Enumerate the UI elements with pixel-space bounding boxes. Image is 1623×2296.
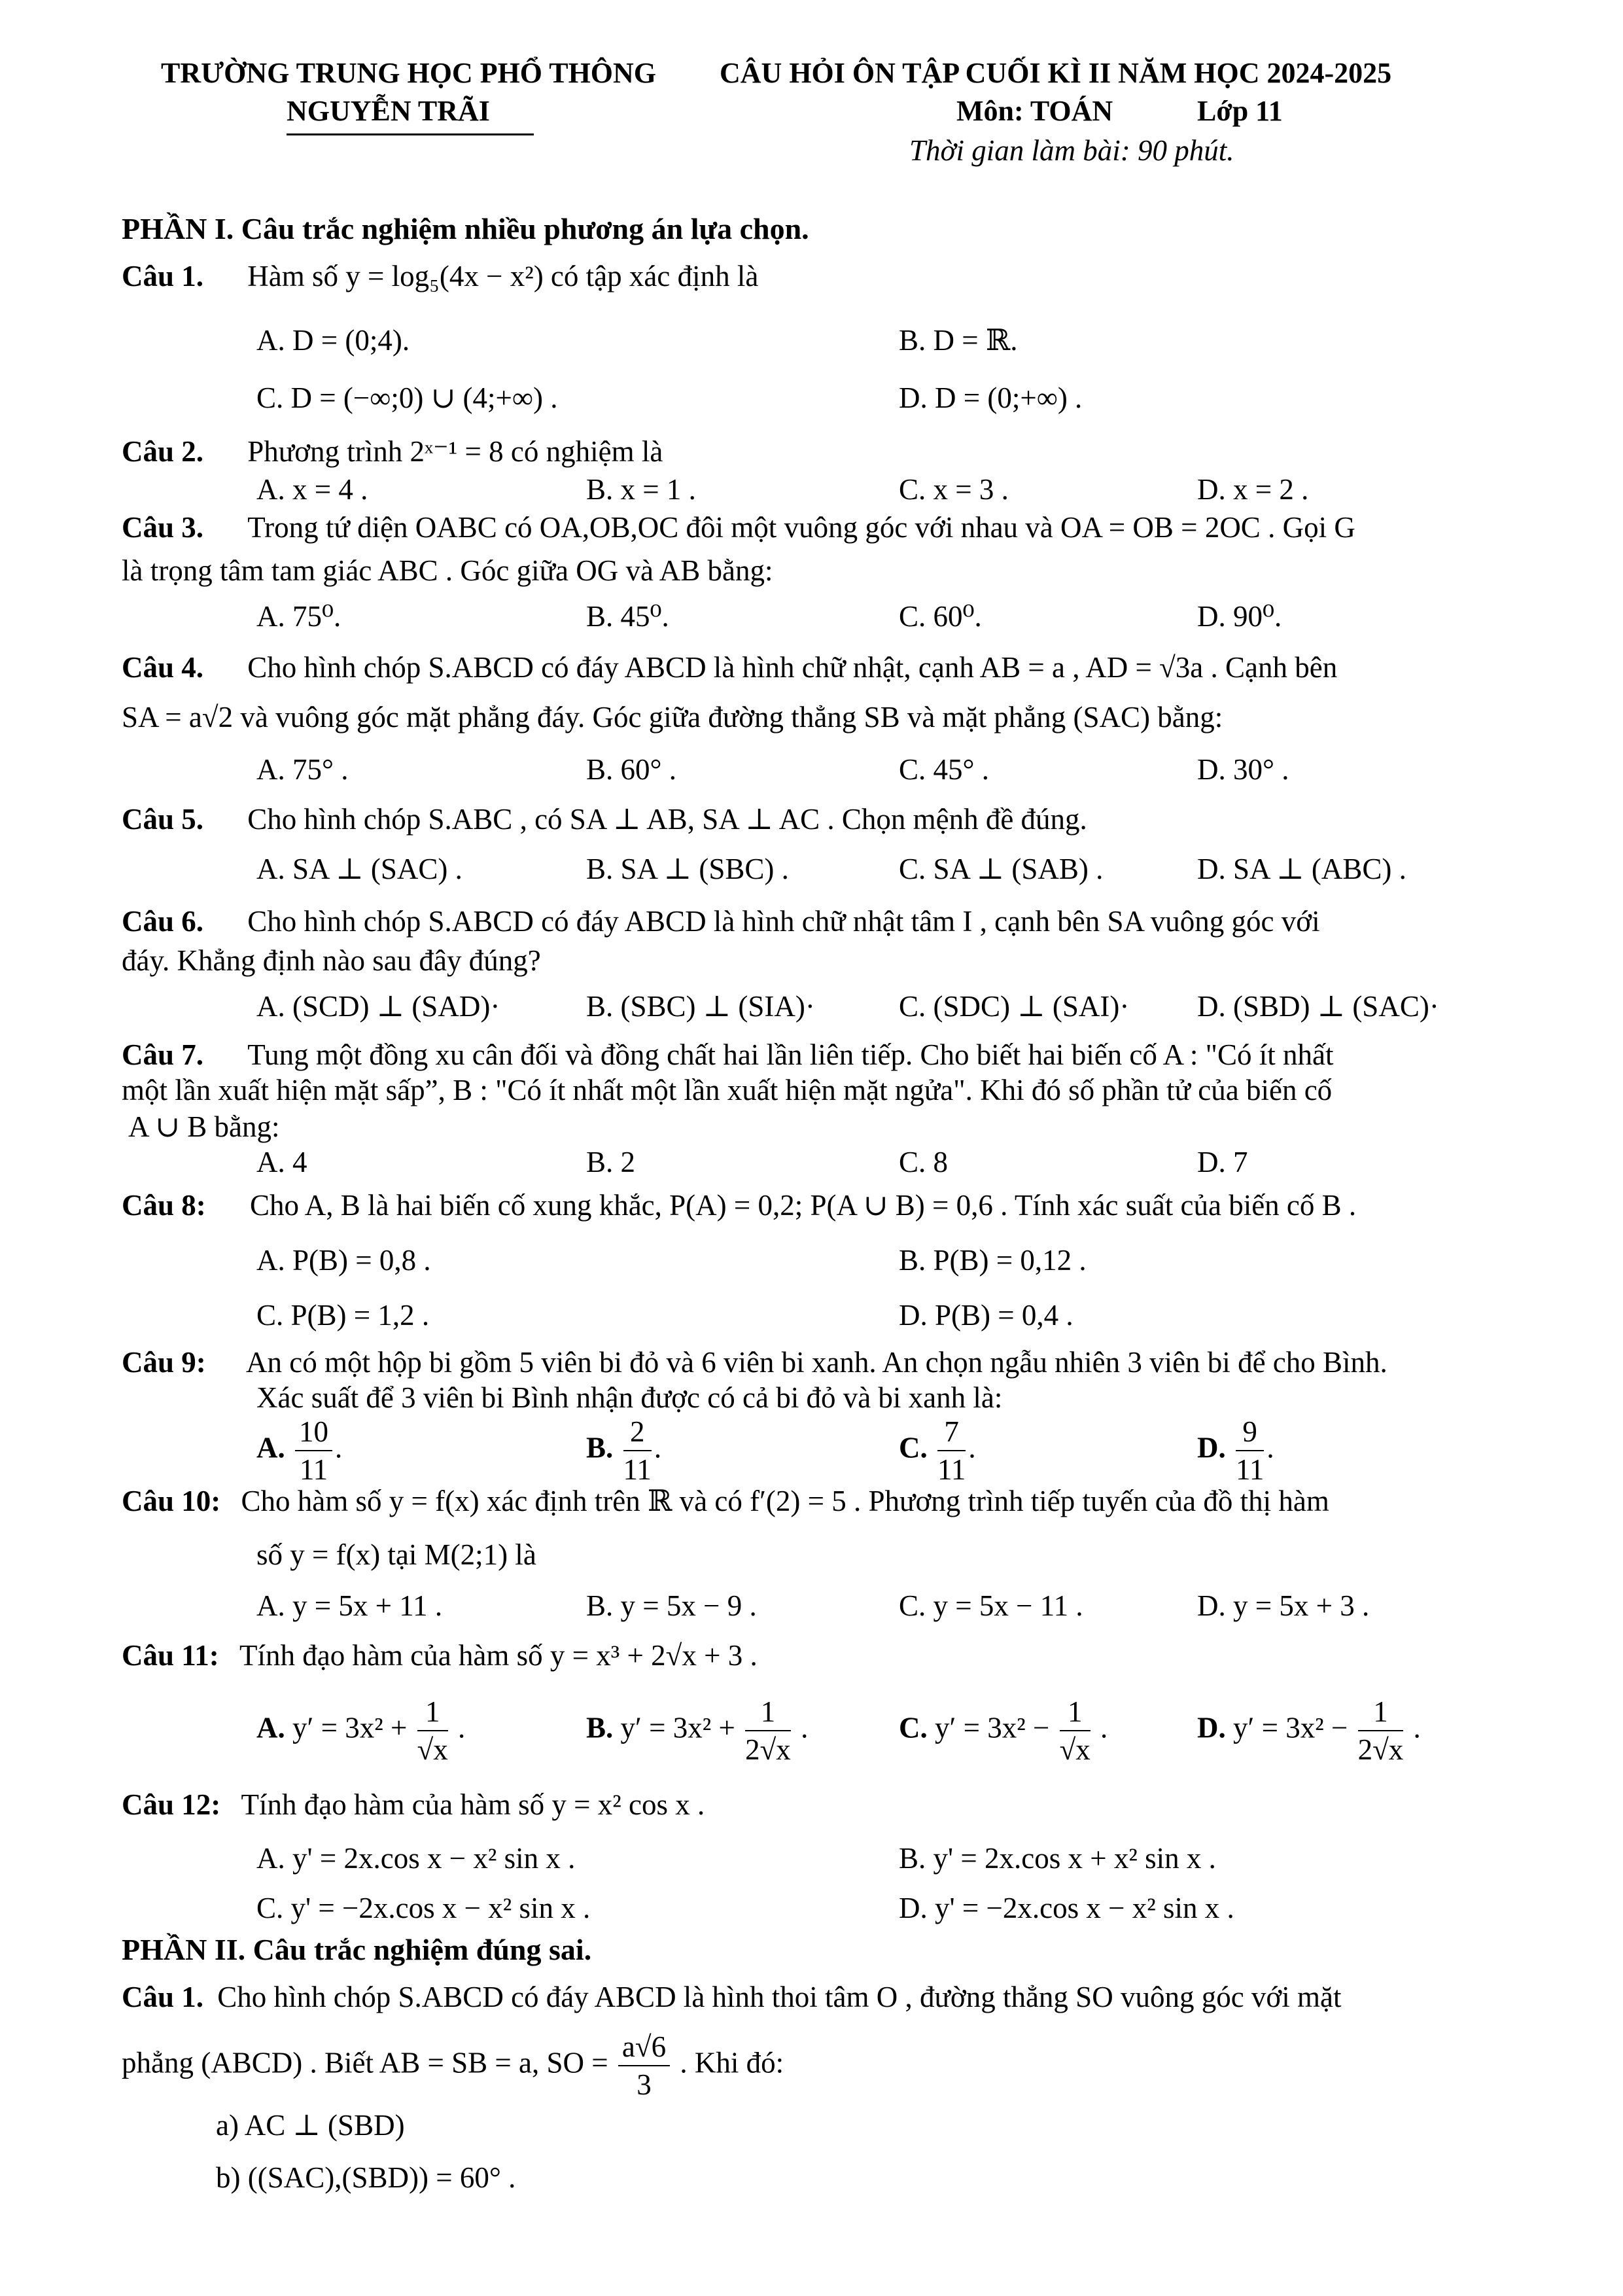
numerator: 1 [1358, 1693, 1404, 1731]
question-label: Câu 10: [122, 1485, 221, 1517]
question-label: Câu 2. [122, 435, 204, 468]
question-9 [122, 1343, 1387, 1382]
fraction [1060, 1693, 1091, 1768]
part2-title: PHẦN II. Câu trắc nghiệm đúng sai. [122, 1933, 592, 1966]
question-text-cont: là trọng tâm tam giác ABC . Góc giữa OG và AB bằng: [122, 554, 773, 587]
question-text: Tính đạo hàm của hàm số y = x² cos x . [241, 1788, 705, 1821]
fraction [618, 2028, 670, 2103]
question-text-cont: số y = f(x) tại M(2;1) là [256, 1538, 536, 1571]
option-a: A. $\frac{10}{11}$ . [256, 1413, 342, 1488]
option-c: C. x = 3 . [899, 473, 1009, 506]
numerator: a√6 [618, 2028, 670, 2066]
option-c: C. 60⁰. [899, 600, 982, 633]
fraction [1236, 1413, 1264, 1488]
option-b: B. 45⁰. [586, 600, 669, 633]
option-c: C. 8 [899, 1146, 949, 1178]
option-c: C. 45° . [899, 753, 990, 786]
option-letter: A. [256, 1711, 285, 1744]
option-d: D. x = 2 . [1197, 473, 1309, 506]
statement-a: a) AC ⊥ (SBD) [216, 2109, 405, 2142]
question-text: Cho hàm số y = f(x) xác định trên ℝ và có f′(2) = 5 . Phương trình tiếp tuyến của đồ thị hàm [241, 1485, 1329, 1517]
option-end: . [458, 1711, 466, 1744]
question-label: Câu 7. [122, 1038, 204, 1071]
question-text-pre: phẳng (ABCD) . Biết AB = SB = a, SO = [122, 2046, 608, 2079]
option-d: D. D = (0;+∞) . [899, 381, 1083, 414]
option-d: D. y' = −2x.cos x − x² sin x . [899, 1892, 1234, 1924]
numerator: 9 [1236, 1413, 1264, 1451]
option-c: C. P(B) = 1,2 . [256, 1299, 430, 1332]
subject: Môn: TOÁN [956, 95, 1113, 127]
question-text: An có một hộp bi gồm 5 viên bi đỏ và 6 viên bi xanh. An chọn ngẫu nhiên 3 viên bi để cho Bình. [246, 1346, 1387, 1379]
question-2 [122, 432, 663, 471]
option-expr: y′ = 3x² − [1233, 1711, 1348, 1744]
question-8 [122, 1186, 1356, 1225]
option-expr: y′ = 3x² + [620, 1711, 735, 1744]
denominator: 3 [637, 2068, 652, 2101]
option-expr: y′ = 3x² + [292, 1711, 408, 1744]
fraction [745, 1693, 791, 1768]
question-text: Cho A, B là hai biến cố xung khắc, P(A) = 0,2; P(A ∪ B) = 0,6 . Tính xác suất của biến cố B . [250, 1189, 1357, 1222]
question-5 [122, 800, 1087, 839]
numerator: 10 [295, 1413, 332, 1451]
option-b: B. SA ⊥ (SBC) . [586, 853, 789, 885]
question-3 [122, 508, 1355, 547]
option-a: A. y' = 2x.cos x − x² sin x . [256, 1842, 576, 1875]
option-d: D. 7 [1197, 1146, 1248, 1178]
statement-b: b) ((SAC),(SBD)) = 60° . [216, 2161, 516, 2194]
part1-title: PHẦN I. Câu trắc nghiệm nhiều phương án lựa chọn. [122, 212, 809, 245]
option-letter: C. [899, 1711, 928, 1744]
option-letter: B. [586, 1431, 614, 1464]
fraction [295, 1413, 332, 1488]
option-end: . [801, 1711, 809, 1744]
question-text-cont: đáy. Khẳng định nào sau đây đúng? [122, 944, 541, 977]
numerator: 1 [417, 1693, 448, 1731]
option-end: . [1100, 1711, 1108, 1744]
question-label: Câu 3. [122, 511, 204, 544]
question-text: Tính đạo hàm của hàm số y = x³ + 2√x + 3 . [239, 1639, 758, 1672]
option-c: C. D = (−∞;0) ∪ (4;+∞) . [256, 381, 558, 414]
option-letter: C. [899, 1431, 928, 1464]
option-b: B. 2 [586, 1146, 636, 1178]
question-label: Câu 4. [122, 651, 204, 684]
question-text-post: . Khi đó: [680, 2046, 784, 2079]
denominator: 11 [299, 1453, 328, 1486]
option-a: A. 75⁰. [256, 600, 341, 633]
numerator: 2 [623, 1413, 652, 1451]
question-text: Trong tứ diện OABC có OA,OB,OC đôi một vuông góc với nhau và OA = OB = 2OC . Gọi G [247, 511, 1355, 544]
option-a: A. 75° . [256, 753, 349, 786]
option-a: A. x = 4 . [256, 473, 368, 506]
exam-time: Thời gian làm bài: 90 phút. [909, 134, 1234, 167]
option-a [256, 1693, 465, 1768]
option-letter: A. [256, 1431, 285, 1464]
question-1 [122, 256, 758, 296]
option-b: B. $\frac{2}{11}$ . [586, 1413, 661, 1488]
fraction [1358, 1693, 1404, 1768]
option-a: A. 4 [256, 1146, 307, 1178]
denominator: 2√x [1357, 1733, 1404, 1766]
question-6 [122, 902, 1320, 941]
school-underline [287, 133, 534, 135]
option-b: B. P(B) = 0,12 . [899, 1244, 1087, 1277]
denominator: √x [417, 1733, 448, 1766]
option-expr: y′ = 3x² − [935, 1711, 1050, 1744]
question-text-cont: một lần xuất hiện mặt sấp”, B : "Có ít nhất một lần xuất hiện mặt ngửa". Khi đó số phần tử của biến cố [122, 1074, 1333, 1106]
denominator: 11 [1236, 1453, 1265, 1486]
option-b: B. y = 5x − 9 . [586, 1589, 757, 1622]
option-d: D. $\frac{9}{11}$ . [1197, 1413, 1274, 1488]
question-text: Cho hình chóp S.ABCD có đáy ABCD là hình chữ nhật tâm I , cạnh bên SA vuông góc với [247, 905, 1320, 938]
denominator: 11 [623, 1453, 652, 1486]
question-text: Hàm số y = log₅(4x − x²) có tập xác định là [247, 260, 759, 292]
question-10 [122, 1481, 1329, 1521]
denominator: 2√x [745, 1733, 791, 1766]
option-b: B. 60° . [586, 753, 677, 786]
option-d [1197, 1693, 1421, 1768]
numerator: 7 [937, 1413, 966, 1451]
question-label: Câu 1. [122, 260, 204, 292]
question-label: Câu 12: [122, 1788, 221, 1821]
option-b: B. x = 1 . [586, 473, 696, 506]
question-label: Câu 6. [122, 905, 204, 938]
question-text-cont: Xác suất để 3 viên bi Bình nhận được có cả bi đỏ và bi xanh là: [256, 1381, 1003, 1414]
option-d: D. (SBD) ⊥ (SAC)· [1197, 990, 1439, 1023]
option-c: C. y' = −2x.cos x − x² sin x . [256, 1892, 591, 1924]
school-name-line1: TRƯỜNG TRUNG HỌC PHỔ THÔNG [161, 57, 657, 89]
school-name-line2: NGUYỄN TRÃI [287, 95, 490, 127]
question-label: Câu 5. [122, 803, 204, 836]
question-text-cont: SA = a√2 và vuông góc mặt phẳng đáy. Góc giữa đường thẳng SB và mặt phẳng (SAC) bằng: [122, 701, 1223, 733]
question-text: Phương trình 2ˣ⁻¹ = 8 có nghiệm là [247, 435, 663, 468]
denominator: 11 [937, 1453, 966, 1486]
fraction [937, 1413, 966, 1488]
exam-title: CÂU HỎI ÔN TẬP CUỐI KÌ II NĂM HỌC 2024-2025 [720, 57, 1392, 89]
question-text: Cho hình chóp S.ABCD có đáy ABCD là hình thoi tâm O , đường thẳng SO vuông góc với mặt [217, 1981, 1342, 2013]
option-b [586, 1693, 808, 1768]
question-11 [122, 1636, 758, 1675]
option-d: D. 30° . [1197, 753, 1289, 786]
question-text-cont [122, 2028, 784, 2103]
option-d: D. P(B) = 0,4 . [899, 1299, 1073, 1332]
option-b: B. (SBC) ⊥ (SIA)· [586, 990, 815, 1023]
question-7 [122, 1035, 1334, 1074]
option-c: C. $\frac{7}{11}$ . [899, 1413, 976, 1488]
question-4 [122, 648, 1337, 687]
question-text: Tung một đồng xu cân đối và đồng chất hai lần liên tiếp. Cho biết hai biến cố A : "Có ít nhất [247, 1038, 1334, 1071]
option-a: A. D = (0;4). [256, 324, 410, 357]
denominator: √x [1059, 1733, 1091, 1766]
question-label: Câu 11: [122, 1639, 219, 1672]
option-a: A. y = 5x + 11 . [256, 1589, 443, 1622]
option-letter: B. [586, 1711, 614, 1744]
question-12 [122, 1785, 705, 1824]
option-a: A. SA ⊥ (SAC) . [256, 853, 462, 885]
option-a: A. P(B) = 0,8 . [256, 1244, 431, 1277]
option-c: C. (SDC) ⊥ (SAI)· [899, 990, 1130, 1023]
option-c: C. y = 5x − 11 . [899, 1589, 1083, 1622]
option-a: A. (SCD) ⊥ (SAD)· [256, 990, 500, 1023]
question-text: Cho hình chóp S.ABCD có đáy ABCD là hình chữ nhật, cạnh AB = a , AD = √3a . Cạnh bên [247, 651, 1338, 684]
numerator: 1 [745, 1693, 791, 1731]
question-label: Câu 8: [122, 1189, 206, 1222]
option-letter: D. [1197, 1431, 1226, 1464]
question-text-cont: A ∪ B bằng: [128, 1110, 280, 1143]
fraction [417, 1693, 448, 1768]
option-d: D. SA ⊥ (ABC) . [1197, 853, 1406, 885]
option-c: C. SA ⊥ (SAB) . [899, 853, 1104, 885]
question-text: Cho hình chóp S.ABC , có SA ⊥ AB, SA ⊥ AC . Chọn mệnh đề đúng. [247, 803, 1087, 836]
question-label: Câu 9: [122, 1346, 206, 1379]
option-d: D. 90⁰. [1197, 600, 1282, 633]
option-end: . [1413, 1711, 1421, 1744]
option-b: B. D = ℝ. [899, 324, 1018, 357]
grade: Lớp 11 [1197, 95, 1283, 127]
option-letter: D. [1197, 1711, 1226, 1744]
question-label: Câu 1. [122, 1981, 204, 2013]
numerator: 1 [1060, 1693, 1091, 1731]
fraction [623, 1413, 652, 1488]
option-b: B. y' = 2x.cos x + x² sin x . [899, 1842, 1216, 1875]
option-c [899, 1693, 1108, 1768]
part2-question-1 [122, 1977, 1341, 2017]
option-d: D. y = 5x + 3 . [1197, 1589, 1370, 1622]
